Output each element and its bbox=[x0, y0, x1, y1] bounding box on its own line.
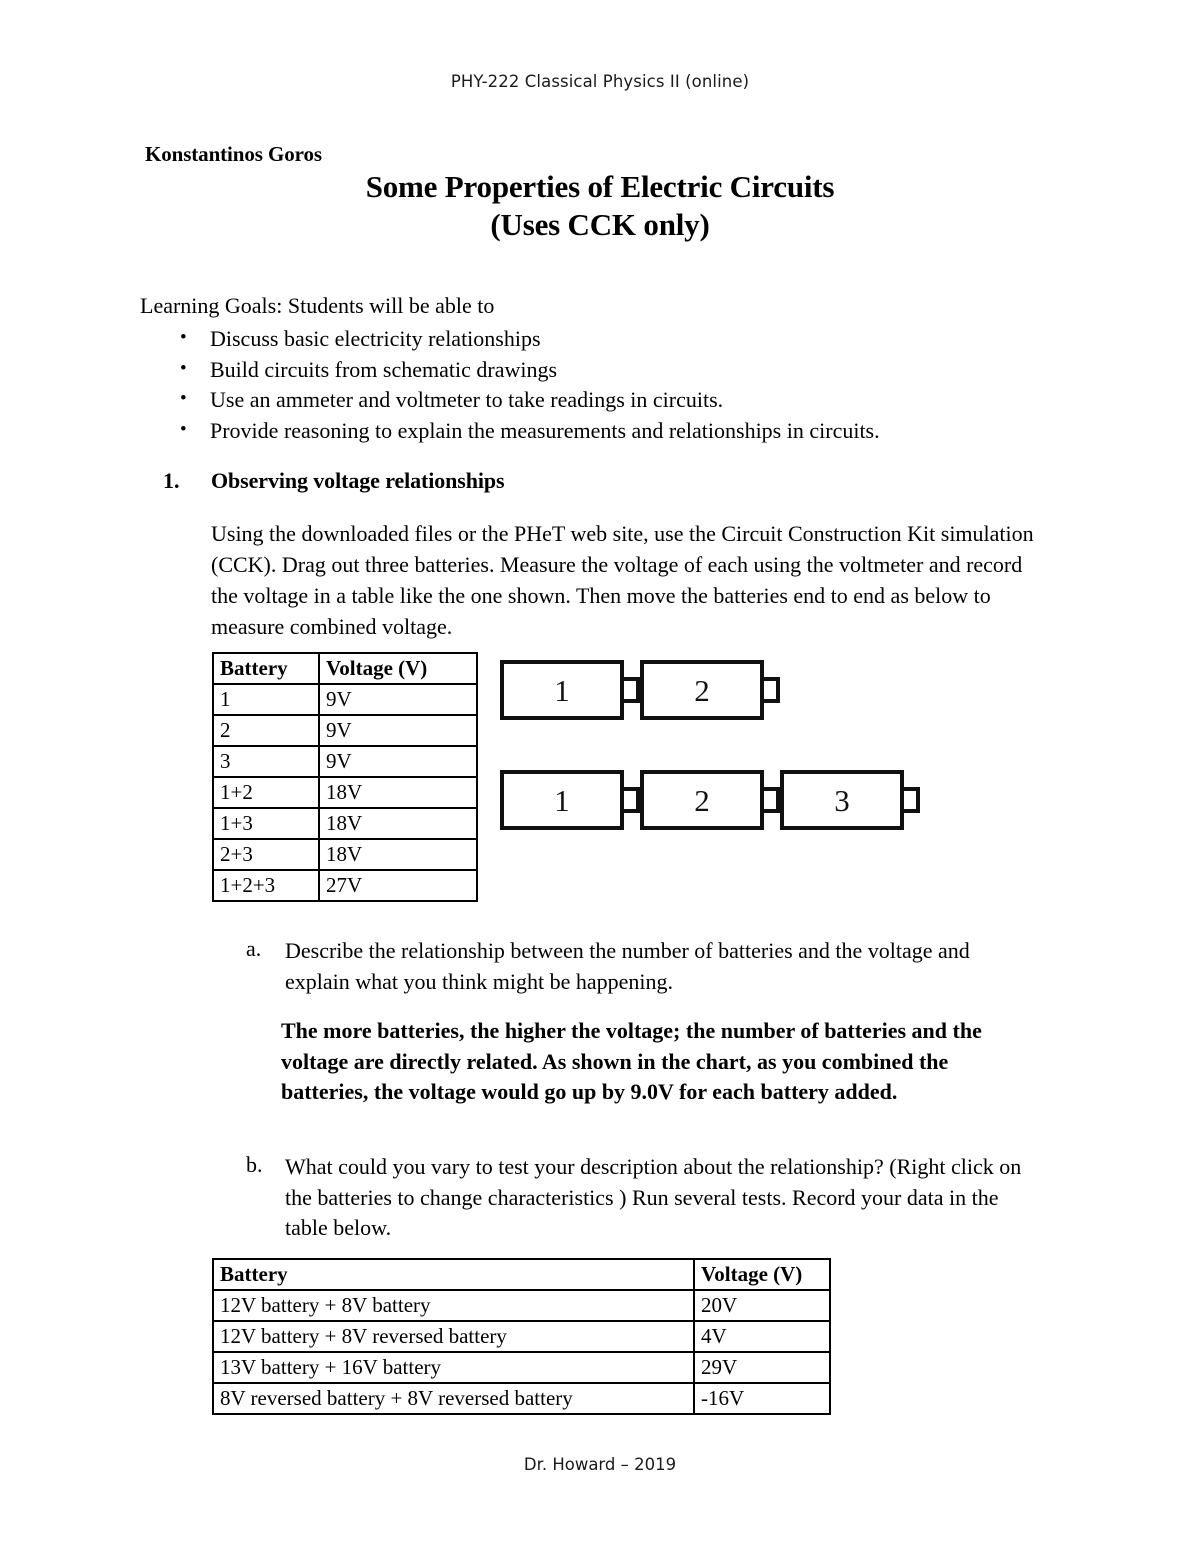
learning-goals-list bbox=[140, 324, 1040, 446]
cell-voltage: 27V bbox=[319, 870, 477, 901]
cell-battery: 13V battery + 16V battery bbox=[213, 1352, 694, 1383]
cell-voltage: 9V bbox=[319, 684, 477, 715]
table-row bbox=[213, 870, 477, 901]
section-heading: Observing voltage relationships bbox=[211, 468, 505, 493]
page-footer: Dr. Howard – 2019 bbox=[523, 1455, 677, 1474]
cell-battery: 1 bbox=[213, 684, 319, 715]
cell-voltage: 18V bbox=[319, 777, 477, 808]
table-row bbox=[213, 777, 477, 808]
cell-battery: 2+3 bbox=[213, 839, 319, 870]
cell-voltage: 9V bbox=[319, 715, 477, 746]
cell-voltage: 9V bbox=[319, 746, 477, 777]
bullet-icon: • bbox=[180, 418, 187, 440]
cell-battery: 2 bbox=[213, 715, 319, 746]
running-head: PHY-222 Classical Physics II (online) bbox=[450, 72, 750, 91]
column-header-battery: Battery bbox=[213, 653, 319, 684]
battery-label: 1 bbox=[554, 782, 570, 818]
cell-voltage: 29V bbox=[694, 1352, 830, 1383]
question-b-letter: b. bbox=[246, 1152, 263, 1177]
battery-label: 1 bbox=[554, 672, 570, 708]
title-sub-line: (Uses CCK only) bbox=[490, 207, 710, 242]
cell-battery: 12V battery + 8V reversed battery bbox=[213, 1321, 694, 1352]
column-header-voltage: Voltage (V) bbox=[694, 1259, 830, 1290]
battery-label: 2 bbox=[694, 672, 710, 708]
table-row bbox=[213, 684, 477, 715]
table-header-row bbox=[213, 1259, 830, 1290]
cell-voltage: -16V bbox=[694, 1383, 830, 1414]
bullet-icon: • bbox=[180, 388, 187, 409]
question-a-answer: The more batteries, the higher the voltage; the number of batteries and the voltage are directly related. As shown in the chart, as you combined the batteries, the voltage would go up by 9.0V for each battery added. bbox=[281, 1018, 982, 1104]
cell-battery: 1+3 bbox=[213, 808, 319, 839]
voltage-table bbox=[212, 652, 478, 902]
table-row bbox=[213, 746, 477, 777]
battery-terminal-icon bbox=[764, 787, 780, 813]
list-item bbox=[140, 416, 1040, 447]
cell-battery: 1+2 bbox=[213, 777, 319, 808]
author-name: Konstantinos Goros bbox=[145, 142, 322, 166]
document-title bbox=[145, 168, 1055, 244]
learning-goals-intro: Learning Goals: Students will be able to bbox=[140, 293, 495, 318]
column-header-battery: Battery bbox=[213, 1259, 694, 1290]
battery-terminal-icon bbox=[624, 677, 640, 703]
table-row bbox=[213, 839, 477, 870]
bullet-icon: • bbox=[180, 327, 187, 348]
cell-battery: 1+2+3 bbox=[213, 870, 319, 901]
bullet-icon: • bbox=[180, 357, 187, 379]
table-row bbox=[213, 1290, 830, 1321]
battery-terminal-icon bbox=[764, 677, 780, 703]
question-a-letter: a. bbox=[246, 936, 262, 961]
battery-diagram-two-cells bbox=[500, 656, 790, 732]
list-item-label: Discuss basic electricity relationships bbox=[210, 326, 541, 351]
section-number: 1. bbox=[163, 468, 180, 493]
list-item-label: Use an ammeter and voltmeter to take readings in circuits. bbox=[210, 387, 724, 412]
battery-terminal-icon bbox=[904, 787, 920, 813]
title-main-line: Some Properties of Electric Circuits bbox=[365, 169, 835, 204]
cell-battery: 12V battery + 8V battery bbox=[213, 1290, 694, 1321]
table-row bbox=[213, 1383, 830, 1414]
battery-cell bbox=[500, 770, 624, 830]
table-row bbox=[213, 715, 477, 746]
list-item bbox=[140, 324, 1040, 355]
list-item-label: Build circuits from schematic drawings bbox=[210, 356, 558, 382]
table-row bbox=[213, 1352, 830, 1383]
battery-label: 2 bbox=[694, 782, 710, 818]
battery-diagram-three-cells bbox=[500, 766, 925, 842]
section-paragraph: Using the downloaded files or the PHeT web site, use the Circuit Construction Kit simulation (CCK). Drag out three batteries. Measure the voltage of each using the voltmeter and record the voltage in a table like the one shown. Then move the batteries end to end as below to measure combined voltage. bbox=[211, 521, 1034, 639]
question-b-text: What could you vary to test your description about the relationship? (Right click on the batteries to change characteristics ) Run several tests. Record your data in the table below. bbox=[285, 1154, 1022, 1240]
list-item bbox=[140, 355, 1040, 386]
table-header-row bbox=[213, 653, 477, 684]
battery-cell bbox=[780, 770, 904, 830]
vary-results-table bbox=[212, 1258, 831, 1415]
cell-voltage: 20V bbox=[694, 1290, 830, 1321]
cell-voltage: 18V bbox=[319, 808, 477, 839]
cell-battery: 3 bbox=[213, 746, 319, 777]
cell-battery: 8V reversed battery + 8V reversed battery bbox=[213, 1383, 694, 1414]
table-row bbox=[213, 1321, 830, 1352]
battery-cell bbox=[640, 770, 764, 830]
battery-label: 3 bbox=[834, 782, 850, 818]
cell-voltage: 18V bbox=[319, 839, 477, 870]
battery-terminal-icon bbox=[624, 787, 640, 813]
table-row bbox=[213, 808, 477, 839]
column-header-voltage: Voltage (V) bbox=[319, 653, 477, 684]
list-item bbox=[140, 385, 1040, 416]
list-item-label: Provide reasoning to explain the measurements and relationships in circuits. bbox=[210, 417, 880, 443]
question-a-text: Describe the relationship between the number of batteries and the voltage and explain what you think might be happening. bbox=[285, 938, 970, 994]
battery-cell bbox=[640, 660, 764, 720]
cell-voltage: 4V bbox=[694, 1321, 830, 1352]
battery-cell bbox=[500, 660, 624, 720]
